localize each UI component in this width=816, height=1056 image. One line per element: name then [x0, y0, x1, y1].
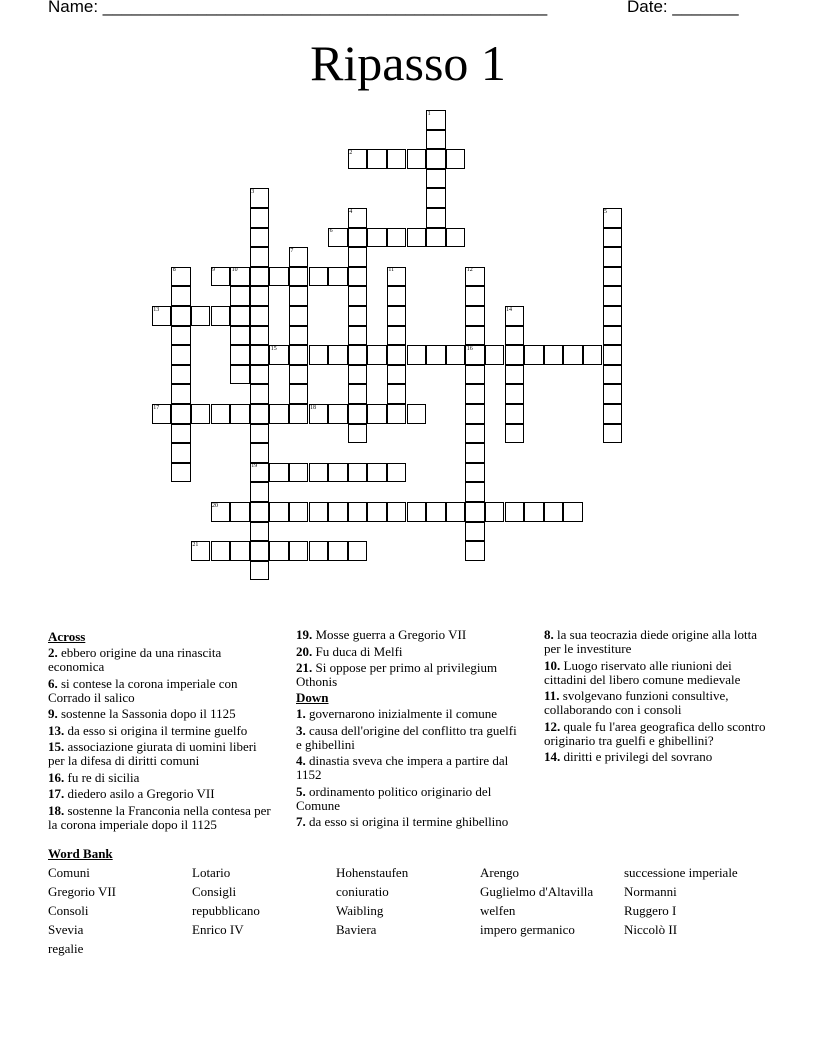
- grid-cell[interactable]: [289, 384, 309, 404]
- grid-cell[interactable]: [348, 365, 368, 385]
- grid-cell[interactable]: [289, 286, 309, 306]
- clue-item: [544, 628, 772, 656]
- clue-text: Mosse guerra a Gregorio VII: [312, 627, 467, 642]
- grid-cell[interactable]: [289, 326, 309, 346]
- grid-cell[interactable]: [426, 208, 446, 228]
- grid-cell[interactable]: [465, 522, 485, 542]
- clue-number: 1: [427, 110, 431, 117]
- grid-cell[interactable]: [191, 306, 211, 326]
- clue-item: [48, 787, 276, 801]
- grid-cell[interactable]: [387, 404, 407, 424]
- clue-number: 16: [466, 345, 473, 352]
- grid-cell[interactable]: [348, 306, 368, 326]
- word-bank-item: successione imperiale: [624, 865, 738, 880]
- grid-cell[interactable]: [191, 404, 211, 424]
- grid-cell[interactable]: [269, 541, 289, 561]
- clue-item: [296, 724, 524, 752]
- grid-cell[interactable]: [446, 228, 466, 248]
- grid-cell[interactable]: [230, 286, 250, 306]
- grid-cell[interactable]: [250, 365, 270, 385]
- grid-cell[interactable]: [289, 306, 309, 326]
- clue-text: diritti e privilegi del sovrano: [560, 749, 713, 764]
- clue-num: 18.: [48, 802, 65, 818]
- clue-number: 15: [270, 345, 277, 352]
- grid-cell[interactable]: [250, 522, 270, 542]
- grid-cell[interactable]: [387, 326, 407, 346]
- clue-number: 4: [349, 208, 353, 215]
- grid-cell[interactable]: [348, 384, 368, 404]
- clue-num: 2.: [48, 645, 58, 660]
- word-bank-item: Gregorio VII: [48, 884, 116, 899]
- clue-text: fu re di sicilia: [64, 769, 140, 785]
- clue-number: 13: [153, 306, 160, 313]
- grid-cell[interactable]: [387, 345, 407, 365]
- grid-cell[interactable]: [426, 228, 446, 248]
- clue-text: Si oppose per primo al privilegium Othonis: [296, 660, 498, 689]
- clue-num: 17.: [48, 786, 65, 801]
- grid-cell[interactable]: [269, 404, 289, 424]
- clue-text: causa dell'origine del conflitto tra guelfi e ghibellini: [296, 722, 517, 752]
- clue-num: 3.: [296, 722, 306, 738]
- grid-cell[interactable]: [367, 463, 387, 483]
- grid-cell[interactable]: [465, 365, 485, 385]
- clue-num: 13.: [48, 722, 65, 738]
- word-bank-item: impero germanico: [480, 922, 575, 937]
- grid-cell[interactable]: [171, 345, 191, 365]
- word-bank-heading: Word Bank: [48, 846, 113, 861]
- grid-cell[interactable]: [387, 502, 407, 522]
- word-bank-item: Svevia: [48, 922, 84, 937]
- grid-cell[interactable]: [250, 541, 270, 561]
- clue-item: [48, 771, 276, 785]
- clue-num: 20.: [296, 643, 313, 659]
- grid-cell[interactable]: [230, 306, 250, 326]
- grid-cell[interactable]: [348, 286, 368, 306]
- grid-cell[interactable]: [524, 345, 544, 365]
- grid-cell[interactable]: [250, 424, 270, 444]
- clue-item: [296, 754, 524, 782]
- clue-text: svolgevano funzioni consultive, collaborando con i consoli: [544, 688, 729, 717]
- grid-cell[interactable]: [250, 326, 270, 346]
- clue-number: 3: [251, 188, 255, 195]
- grid-cell[interactable]: [465, 502, 485, 522]
- clue-text: da esso si origina il termine guelfo: [64, 722, 248, 738]
- grid-cell[interactable]: [269, 267, 289, 287]
- grid-cell[interactable]: [426, 188, 446, 208]
- grid-cell[interactable]: [309, 541, 329, 561]
- grid-cell[interactable]: [348, 247, 368, 267]
- clue-item: [48, 677, 276, 705]
- clue-item: [544, 689, 772, 717]
- clue-num: 21.: [296, 660, 313, 675]
- word-bank-item: Guglielmo d'Altavilla: [480, 884, 594, 899]
- grid-cell[interactable]: [465, 404, 485, 424]
- grid-cell[interactable]: [171, 306, 191, 326]
- grid-cell[interactable]: [465, 424, 485, 444]
- grid-cell[interactable]: [171, 443, 191, 463]
- clue-number: 17: [153, 404, 160, 411]
- clue-number: 18: [310, 404, 316, 411]
- grid-cell[interactable]: [250, 502, 270, 522]
- clue-text: quale fu l'area geografica dello scontro originario tra guelfi e ghibellini?: [544, 718, 766, 748]
- clue-item: [296, 661, 524, 689]
- word-bank-item: Hohenstaufen: [336, 865, 409, 880]
- clue-num: 16.: [48, 769, 65, 785]
- clue-item: [296, 645, 524, 659]
- clue-num: 1.: [296, 706, 306, 721]
- clue-item: [296, 815, 524, 829]
- word-bank-item: Ruggero I: [624, 903, 677, 918]
- grid-cell[interactable]: [544, 345, 564, 365]
- grid-cell[interactable]: [289, 502, 309, 522]
- clues-section: [48, 628, 772, 843]
- grid-cell[interactable]: [603, 326, 623, 346]
- grid-cell[interactable]: [230, 365, 250, 385]
- clue-num: 12.: [544, 718, 561, 734]
- grid-cell[interactable]: [505, 404, 525, 424]
- clue-item: [48, 804, 276, 832]
- grid-cell[interactable]: [250, 306, 270, 326]
- clue-item: [48, 724, 276, 738]
- clue-item: [48, 646, 276, 674]
- clue-text: la sua teocrazia diede origine alla lotta per le investiture: [544, 627, 757, 656]
- grid-cell[interactable]: [465, 463, 485, 483]
- clue-num: 15.: [48, 739, 65, 754]
- clue-number: 2: [349, 149, 353, 156]
- grid-cell[interactable]: [505, 345, 525, 365]
- clue-item: [544, 659, 772, 687]
- grid-cell[interactable]: [309, 502, 329, 522]
- grid-cell[interactable]: [426, 169, 446, 189]
- clue-item: [296, 707, 524, 721]
- grid-cell[interactable]: [348, 326, 368, 346]
- page-title: Ripasso 1: [310, 35, 506, 91]
- clue-number: 20: [212, 502, 218, 509]
- grid-cell[interactable]: [250, 384, 270, 404]
- grid-cell[interactable]: [328, 463, 348, 483]
- grid-cell[interactable]: [426, 130, 446, 150]
- grid-cell[interactable]: [328, 267, 348, 287]
- grid-cell[interactable]: [426, 345, 446, 365]
- grid-cell[interactable]: [465, 443, 485, 463]
- clue-text: sostenne la Sassonia dopo il 1125: [57, 706, 236, 721]
- grid-cell[interactable]: [289, 541, 309, 561]
- clue-number: 5: [604, 208, 607, 215]
- grid-cell[interactable]: [465, 384, 485, 404]
- clue-text: da esso si origina il termine ghibellino: [305, 814, 509, 829]
- grid-cell[interactable]: [289, 267, 309, 287]
- clue-text: Luogo riservato alle riunioni dei cittadini del libero comune medievale: [544, 657, 741, 687]
- grid-cell[interactable]: [250, 443, 270, 463]
- clue-number: 21: [192, 541, 199, 548]
- word-bank-item: Consoli: [48, 903, 89, 918]
- clue-text: sostenne la Franconia nella contesa per la corona imperiale dopo il 1125: [48, 802, 271, 832]
- across-heading: Across: [48, 629, 86, 644]
- grid-cell[interactable]: [367, 502, 387, 522]
- grid-cell[interactable]: [250, 247, 270, 267]
- grid-cell[interactable]: [603, 228, 623, 248]
- grid-cell[interactable]: [230, 345, 250, 365]
- grid-cell[interactable]: [269, 463, 289, 483]
- grid-cell[interactable]: [309, 463, 329, 483]
- word-bank-item: Consigli: [192, 884, 237, 899]
- grid-cell[interactable]: [505, 384, 525, 404]
- word-bank-item: regalie: [48, 941, 84, 956]
- grid-cell[interactable]: [563, 502, 583, 522]
- grid-cell[interactable]: [505, 365, 525, 385]
- clue-text: diedero asilo a Gregorio VII: [64, 786, 215, 801]
- grid-cell[interactable]: [289, 345, 309, 365]
- grid-cell[interactable]: [171, 326, 191, 346]
- grid-cell[interactable]: [563, 345, 583, 365]
- grid-cell[interactable]: [328, 404, 348, 424]
- clue-number: 6: [329, 228, 333, 235]
- grid-cell[interactable]: [603, 306, 623, 326]
- grid-cell[interactable]: [407, 228, 427, 248]
- grid-cell[interactable]: [171, 365, 191, 385]
- grid-cell[interactable]: [230, 404, 250, 424]
- grid-cell[interactable]: [309, 267, 329, 287]
- grid-cell[interactable]: [348, 541, 368, 561]
- name-line: Name: _______________________________________________: [48, 0, 548, 16]
- clue-text: associazione giurata di uomini liberi per la difesa di diritti comuni: [48, 739, 257, 768]
- grid-cell[interactable]: [328, 541, 348, 561]
- word-bank-item: Waibling: [336, 903, 384, 918]
- clue-item: [296, 628, 524, 642]
- clue-number: 19: [251, 463, 258, 470]
- grid-cell[interactable]: [171, 424, 191, 444]
- grid-cell[interactable]: [230, 541, 250, 561]
- clue-text: dinastia sveva che impera a partire dal 1152: [296, 753, 509, 782]
- clue-number: 10: [231, 267, 238, 274]
- word-bank-item: repubblicano: [192, 903, 260, 918]
- grid-cell[interactable]: [309, 345, 329, 365]
- clue-num: 7.: [296, 814, 306, 829]
- grid-cell[interactable]: [603, 384, 623, 404]
- grid-cell[interactable]: [348, 404, 368, 424]
- word-bank-item: welfen: [480, 903, 516, 918]
- clue-text: ordinamento politico originario del Comune: [296, 783, 492, 813]
- grid-cell[interactable]: [465, 482, 485, 502]
- grid-cell[interactable]: [387, 306, 407, 326]
- grid-cell[interactable]: [328, 345, 348, 365]
- word-bank-item: coniuratio: [336, 884, 389, 899]
- grid-cell[interactable]: [583, 345, 603, 365]
- clue-num: 10.: [544, 657, 561, 673]
- clue-num: 19.: [296, 627, 313, 642]
- clue-text: Fu duca di Melfi: [312, 643, 403, 659]
- grid-cell[interactable]: [603, 365, 623, 385]
- grid-cell[interactable]: [485, 502, 505, 522]
- grid-cell[interactable]: [250, 228, 270, 248]
- grid-cell[interactable]: [348, 267, 368, 287]
- grid-cell[interactable]: [211, 306, 231, 326]
- grid-cell[interactable]: [387, 149, 407, 169]
- clue-item: [48, 740, 276, 768]
- grid-cell[interactable]: [171, 404, 191, 424]
- word-bank-item: Lotario: [192, 865, 231, 880]
- grid-cell[interactable]: [603, 345, 623, 365]
- grid-cell[interactable]: [603, 424, 623, 444]
- grid-cell[interactable]: [603, 267, 623, 287]
- grid-cell[interactable]: [250, 208, 270, 228]
- grid-cell[interactable]: [367, 345, 387, 365]
- grid-cell[interactable]: [387, 384, 407, 404]
- clue-item: [544, 750, 772, 764]
- clue-num: 6.: [48, 675, 58, 691]
- grid-cell[interactable]: [230, 326, 250, 346]
- grid-cell[interactable]: [407, 502, 427, 522]
- word-bank-item: Comuni: [48, 865, 90, 880]
- grid-cell[interactable]: [387, 286, 407, 306]
- clue-text: governarono inizialmente il comune: [305, 706, 498, 721]
- grid-cell[interactable]: [387, 463, 407, 483]
- date-line: Date: _______: [627, 0, 739, 16]
- grid-cell[interactable]: [348, 502, 368, 522]
- grid-cell[interactable]: [367, 228, 387, 248]
- grid-cell[interactable]: [505, 326, 525, 346]
- grid-cell[interactable]: [171, 384, 191, 404]
- clue-number: 8: [172, 267, 176, 274]
- clue-item: [544, 720, 772, 748]
- grid-cell[interactable]: [250, 267, 270, 287]
- grid-cell[interactable]: [289, 463, 309, 483]
- grid-cell[interactable]: [446, 502, 466, 522]
- clue-number: 14: [506, 306, 512, 313]
- word-bank-item: Normanni: [624, 884, 677, 899]
- grid-cell[interactable]: [505, 424, 525, 444]
- clue-num: 11.: [544, 688, 560, 703]
- grid-cell[interactable]: [367, 404, 387, 424]
- grid-cell[interactable]: [426, 502, 446, 522]
- grid-cell[interactable]: [387, 228, 407, 248]
- clue-text: ebbero origine da una rinascita economica: [48, 645, 222, 674]
- grid-cell[interactable]: [250, 404, 270, 424]
- grid-cell[interactable]: [328, 502, 348, 522]
- grid-cell[interactable]: [250, 286, 270, 306]
- clue-text: si contese la corona imperiale con Corrado il salico: [48, 675, 238, 705]
- word-bank-item: Baviera: [336, 922, 377, 937]
- grid-cell[interactable]: [250, 482, 270, 502]
- clue-num: 8.: [544, 627, 554, 642]
- clue-num: 14.: [544, 749, 561, 764]
- clue-num: 4.: [296, 753, 306, 768]
- grid-cell[interactable]: [603, 286, 623, 306]
- grid-cell[interactable]: [407, 149, 427, 169]
- grid-cell[interactable]: [407, 345, 427, 365]
- grid-cell[interactable]: [407, 404, 427, 424]
- clue-number: 9: [212, 267, 215, 274]
- grid-cell[interactable]: [289, 404, 309, 424]
- grid-cell[interactable]: [250, 345, 270, 365]
- grid-cell[interactable]: [211, 404, 231, 424]
- clue-number: 7: [290, 247, 294, 254]
- clue-num: 5.: [296, 783, 306, 799]
- grid-cell[interactable]: [250, 561, 270, 581]
- grid-cell[interactable]: [446, 149, 466, 169]
- grid-cell[interactable]: [485, 345, 505, 365]
- grid-cell[interactable]: [387, 365, 407, 385]
- grid-cell[interactable]: [465, 306, 485, 326]
- grid-cell[interactable]: [603, 247, 623, 267]
- grid-cell[interactable]: [348, 345, 368, 365]
- word-bank-item: Arengo: [480, 865, 519, 880]
- grid-cell[interactable]: [446, 345, 466, 365]
- word-bank-item: Niccolò II: [624, 922, 678, 937]
- grid-cell[interactable]: [348, 463, 368, 483]
- clue-item: [48, 707, 276, 721]
- grid-cell[interactable]: [367, 149, 387, 169]
- word-bank-item: Enrico IV: [192, 922, 244, 937]
- grid-cell[interactable]: [465, 286, 485, 306]
- grid-cell[interactable]: [348, 424, 368, 444]
- grid-cell[interactable]: [426, 149, 446, 169]
- clue-item: [296, 785, 524, 813]
- grid-cell[interactable]: [230, 502, 250, 522]
- clue-num: 9.: [48, 706, 58, 721]
- clue-number: 11: [388, 267, 395, 274]
- clue-number: 12: [466, 267, 473, 274]
- grid-cell[interactable]: [505, 502, 525, 522]
- grid-cell[interactable]: [465, 326, 485, 346]
- grid-cell[interactable]: [348, 228, 368, 248]
- grid-cell[interactable]: [171, 286, 191, 306]
- grid-cell[interactable]: [465, 541, 485, 561]
- grid-cell[interactable]: [544, 502, 564, 522]
- grid-cell[interactable]: [171, 463, 191, 483]
- down-heading: Down: [296, 690, 329, 705]
- word-bank: [48, 863, 768, 958]
- grid-cell[interactable]: [603, 404, 623, 424]
- grid-cell[interactable]: [211, 541, 231, 561]
- grid-cell[interactable]: [289, 365, 309, 385]
- grid-cell[interactable]: [269, 502, 289, 522]
- grid-cell[interactable]: [524, 502, 544, 522]
